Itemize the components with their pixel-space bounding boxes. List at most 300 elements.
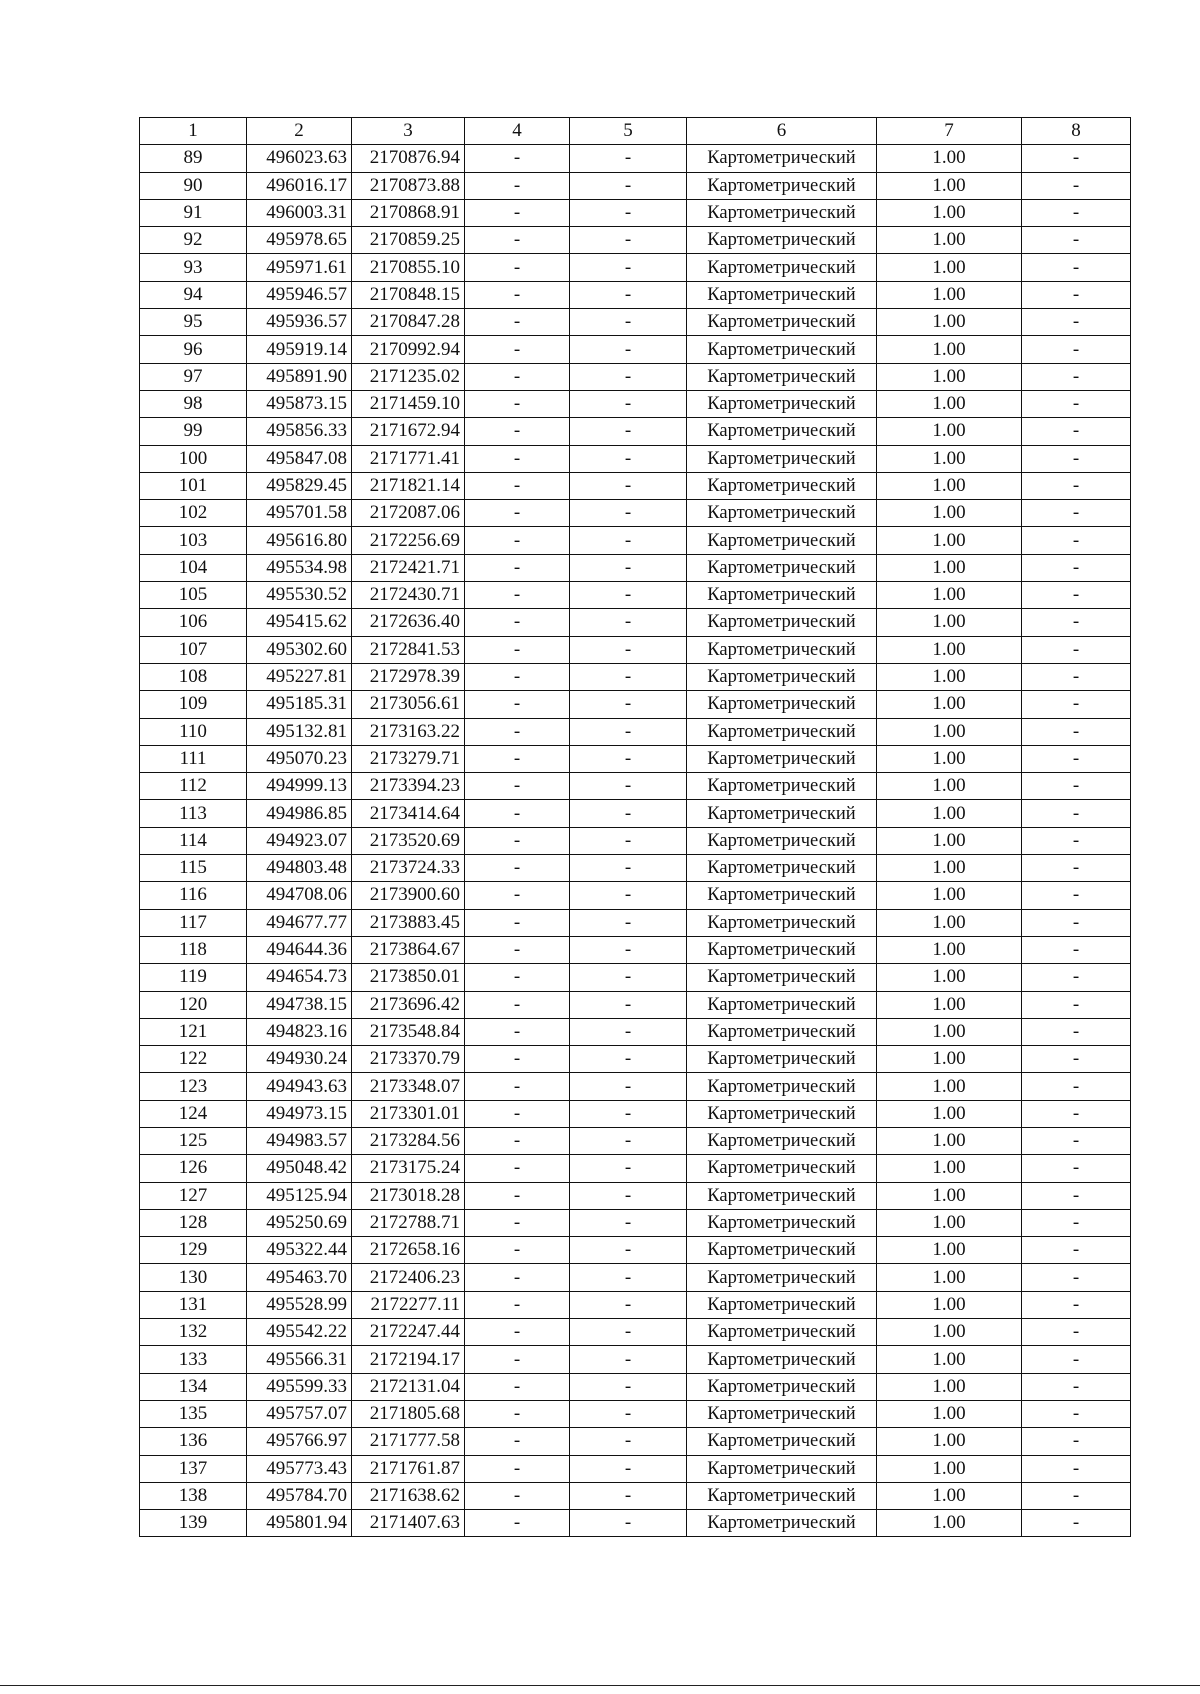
column-5-cell: - (570, 1346, 687, 1373)
table-row (140, 254, 1131, 281)
column-4-cell: - (465, 745, 570, 772)
table-row (140, 554, 1131, 581)
column-5-cell: - (570, 1237, 687, 1264)
accuracy-cell: 1.00 (877, 1018, 1022, 1045)
column-5-cell: - (570, 472, 687, 499)
column-8-cell: - (1022, 145, 1131, 172)
x-coordinate-cell: 496023.63 (247, 145, 352, 172)
x-coordinate-cell: 495125.94 (247, 1182, 352, 1209)
column-5-cell: - (570, 199, 687, 226)
column-header: 5 (570, 118, 687, 145)
table-row (140, 1264, 1131, 1291)
accuracy-cell: 1.00 (877, 1373, 1022, 1400)
method-cell: Картометрический (687, 636, 877, 663)
y-coordinate-cell: 2172658.16 (352, 1237, 465, 1264)
y-coordinate-cell: 2172841.53 (352, 636, 465, 663)
point-number-cell: 114 (140, 827, 247, 854)
column-4-cell: - (465, 609, 570, 636)
column-4-cell: - (465, 1237, 570, 1264)
point-number-cell: 92 (140, 227, 247, 254)
column-header: 1 (140, 118, 247, 145)
column-5-cell: - (570, 582, 687, 609)
x-coordinate-cell: 494930.24 (247, 1046, 352, 1073)
method-cell: Картометрический (687, 1127, 877, 1154)
y-coordinate-cell: 2171777.58 (352, 1428, 465, 1455)
accuracy-cell: 1.00 (877, 800, 1022, 827)
accuracy-cell: 1.00 (877, 745, 1022, 772)
method-cell: Картометрический (687, 718, 877, 745)
point-number-cell: 96 (140, 336, 247, 363)
y-coordinate-cell: 2173175.24 (352, 1155, 465, 1182)
column-4-cell: - (465, 254, 570, 281)
column-4-cell: - (465, 936, 570, 963)
y-coordinate-cell: 2173056.61 (352, 691, 465, 718)
x-coordinate-cell: 496016.17 (247, 172, 352, 199)
y-coordinate-cell: 2170859.25 (352, 227, 465, 254)
column-8-cell: - (1022, 1346, 1131, 1373)
method-cell: Картометрический (687, 390, 877, 417)
table-row (140, 827, 1131, 854)
point-number-cell: 109 (140, 691, 247, 718)
y-coordinate-cell: 2173520.69 (352, 827, 465, 854)
column-4-cell: - (465, 1209, 570, 1236)
column-8-cell: - (1022, 172, 1131, 199)
column-8-cell: - (1022, 582, 1131, 609)
method-cell: Картометрический (687, 1482, 877, 1509)
method-cell: Картометрический (687, 609, 877, 636)
column-5-cell: - (570, 1373, 687, 1400)
method-cell: Картометрический (687, 1018, 877, 1045)
table-row (140, 336, 1131, 363)
column-8-cell: - (1022, 227, 1131, 254)
column-5-cell: - (570, 500, 687, 527)
method-cell: Картометрический (687, 964, 877, 991)
table-row (140, 1291, 1131, 1318)
accuracy-cell: 1.00 (877, 527, 1022, 554)
x-coordinate-cell: 495757.07 (247, 1400, 352, 1427)
method-cell: Картометрический (687, 445, 877, 472)
column-5-cell: - (570, 1291, 687, 1318)
column-5-cell: - (570, 145, 687, 172)
table-row (140, 199, 1131, 226)
method-cell: Картометрический (687, 991, 877, 1018)
column-5-cell: - (570, 254, 687, 281)
column-8-cell: - (1022, 1100, 1131, 1127)
x-coordinate-cell: 495302.60 (247, 636, 352, 663)
point-number-cell: 98 (140, 390, 247, 417)
point-number-cell: 113 (140, 800, 247, 827)
x-coordinate-cell: 494677.77 (247, 909, 352, 936)
accuracy-cell: 1.00 (877, 1319, 1022, 1346)
column-8-cell: - (1022, 363, 1131, 390)
y-coordinate-cell: 2170868.91 (352, 199, 465, 226)
column-8-cell: - (1022, 663, 1131, 690)
column-8-cell: - (1022, 336, 1131, 363)
y-coordinate-cell: 2170855.10 (352, 254, 465, 281)
x-coordinate-cell: 495971.61 (247, 254, 352, 281)
table-row (140, 1510, 1131, 1537)
method-cell: Картометрический (687, 691, 877, 718)
method-cell: Картометрический (687, 663, 877, 690)
accuracy-cell: 1.00 (877, 718, 1022, 745)
table-row (140, 1428, 1131, 1455)
point-number-cell: 125 (140, 1127, 247, 1154)
column-4-cell: - (465, 363, 570, 390)
column-header: 7 (877, 118, 1022, 145)
x-coordinate-cell: 495322.44 (247, 1237, 352, 1264)
x-coordinate-cell: 494644.36 (247, 936, 352, 963)
point-number-cell: 132 (140, 1319, 247, 1346)
column-8-cell: - (1022, 909, 1131, 936)
point-number-cell: 104 (140, 554, 247, 581)
x-coordinate-cell: 494803.48 (247, 855, 352, 882)
x-coordinate-cell: 495784.70 (247, 1482, 352, 1509)
x-coordinate-cell: 495566.31 (247, 1346, 352, 1373)
point-number-cell: 122 (140, 1046, 247, 1073)
table-row (140, 1018, 1131, 1045)
table-body (140, 118, 1131, 1537)
column-5-cell: - (570, 1018, 687, 1045)
x-coordinate-cell: 495936.57 (247, 309, 352, 336)
column-4-cell: - (465, 336, 570, 363)
column-4-cell: - (465, 691, 570, 718)
column-header: 3 (352, 118, 465, 145)
method-cell: Картометрический (687, 745, 877, 772)
column-4-cell: - (465, 418, 570, 445)
point-number-cell: 123 (140, 1073, 247, 1100)
table-row (140, 582, 1131, 609)
point-number-cell: 107 (140, 636, 247, 663)
method-cell: Картометрический (687, 1182, 877, 1209)
column-5-cell: - (570, 1209, 687, 1236)
accuracy-cell: 1.00 (877, 827, 1022, 854)
accuracy-cell: 1.00 (877, 199, 1022, 226)
column-4-cell: - (465, 472, 570, 499)
method-cell: Картометрический (687, 800, 877, 827)
column-5-cell: - (570, 991, 687, 1018)
column-8-cell: - (1022, 1319, 1131, 1346)
point-number-cell: 138 (140, 1482, 247, 1509)
column-5-cell: - (570, 1400, 687, 1427)
table-row (140, 1482, 1131, 1509)
method-cell: Картометрический (687, 363, 877, 390)
method-cell: Картометрический (687, 1237, 877, 1264)
x-coordinate-cell: 495227.81 (247, 663, 352, 690)
table-row (140, 691, 1131, 718)
table-row (140, 363, 1131, 390)
column-4-cell: - (465, 554, 570, 581)
column-8-cell: - (1022, 1510, 1131, 1537)
y-coordinate-cell: 2170847.28 (352, 309, 465, 336)
x-coordinate-cell: 495599.33 (247, 1373, 352, 1400)
x-coordinate-cell: 495919.14 (247, 336, 352, 363)
method-cell: Картометрический (687, 418, 877, 445)
column-8-cell: - (1022, 527, 1131, 554)
column-8-cell: - (1022, 500, 1131, 527)
column-5-cell: - (570, 964, 687, 991)
accuracy-cell: 1.00 (877, 1346, 1022, 1373)
table-row (140, 991, 1131, 1018)
table-row (140, 1455, 1131, 1482)
column-4-cell: - (465, 1400, 570, 1427)
accuracy-cell: 1.00 (877, 1264, 1022, 1291)
x-coordinate-cell: 494973.15 (247, 1100, 352, 1127)
y-coordinate-cell: 2171672.94 (352, 418, 465, 445)
x-coordinate-cell: 495847.08 (247, 445, 352, 472)
method-cell: Картометрический (687, 1073, 877, 1100)
y-coordinate-cell: 2172087.06 (352, 500, 465, 527)
x-coordinate-cell: 495415.62 (247, 609, 352, 636)
column-8-cell: - (1022, 418, 1131, 445)
point-number-cell: 137 (140, 1455, 247, 1482)
y-coordinate-cell: 2173284.56 (352, 1127, 465, 1154)
accuracy-cell: 1.00 (877, 363, 1022, 390)
column-8-cell: - (1022, 1018, 1131, 1045)
y-coordinate-cell: 2170876.94 (352, 145, 465, 172)
x-coordinate-cell: 495132.81 (247, 718, 352, 745)
column-5-cell: - (570, 1319, 687, 1346)
table-row (140, 281, 1131, 308)
point-number-cell: 133 (140, 1346, 247, 1373)
y-coordinate-cell: 2173394.23 (352, 773, 465, 800)
x-coordinate-cell: 494708.06 (247, 882, 352, 909)
column-5-cell: - (570, 1455, 687, 1482)
y-coordinate-cell: 2171821.14 (352, 472, 465, 499)
y-coordinate-cell: 2173696.42 (352, 991, 465, 1018)
column-5-cell: - (570, 1264, 687, 1291)
x-coordinate-cell: 495946.57 (247, 281, 352, 308)
column-4-cell: - (465, 1428, 570, 1455)
accuracy-cell: 1.00 (877, 582, 1022, 609)
x-coordinate-cell: 495873.15 (247, 390, 352, 417)
point-number-cell: 99 (140, 418, 247, 445)
column-4-cell: - (465, 281, 570, 308)
table-row (140, 172, 1131, 199)
accuracy-cell: 1.00 (877, 418, 1022, 445)
point-number-cell: 89 (140, 145, 247, 172)
method-cell: Картометрический (687, 172, 877, 199)
point-number-cell: 110 (140, 718, 247, 745)
point-number-cell: 131 (140, 1291, 247, 1318)
column-header: 4 (465, 118, 570, 145)
x-coordinate-cell: 494654.73 (247, 964, 352, 991)
table-row (140, 527, 1131, 554)
accuracy-cell: 1.00 (877, 1428, 1022, 1455)
point-number-cell: 112 (140, 773, 247, 800)
column-8-cell: - (1022, 1373, 1131, 1400)
point-number-cell: 135 (140, 1400, 247, 1427)
column-5-cell: - (570, 1073, 687, 1100)
point-number-cell: 105 (140, 582, 247, 609)
accuracy-cell: 1.00 (877, 336, 1022, 363)
x-coordinate-cell: 495978.65 (247, 227, 352, 254)
method-cell: Картометрический (687, 281, 877, 308)
column-8-cell: - (1022, 1127, 1131, 1154)
y-coordinate-cell: 2172247.44 (352, 1319, 465, 1346)
y-coordinate-cell: 2172194.17 (352, 1346, 465, 1373)
column-5-cell: - (570, 745, 687, 772)
column-8-cell: - (1022, 281, 1131, 308)
y-coordinate-cell: 2170848.15 (352, 281, 465, 308)
y-coordinate-cell: 2173850.01 (352, 964, 465, 991)
point-number-cell: 100 (140, 445, 247, 472)
y-coordinate-cell: 2173414.64 (352, 800, 465, 827)
column-4-cell: - (465, 909, 570, 936)
x-coordinate-cell: 495534.98 (247, 554, 352, 581)
column-5-cell: - (570, 336, 687, 363)
table-header-row (140, 118, 1131, 145)
method-cell: Картометрический (687, 1100, 877, 1127)
y-coordinate-cell: 2173864.67 (352, 936, 465, 963)
method-cell: Картометрический (687, 855, 877, 882)
accuracy-cell: 1.00 (877, 554, 1022, 581)
column-5-cell: - (570, 554, 687, 581)
accuracy-cell: 1.00 (877, 1182, 1022, 1209)
accuracy-cell: 1.00 (877, 1455, 1022, 1482)
table-row (140, 1237, 1131, 1264)
point-number-cell: 120 (140, 991, 247, 1018)
table-row (140, 636, 1131, 663)
y-coordinate-cell: 2173900.60 (352, 882, 465, 909)
column-8-cell: - (1022, 445, 1131, 472)
point-number-cell: 116 (140, 882, 247, 909)
column-header: 8 (1022, 118, 1131, 145)
accuracy-cell: 1.00 (877, 1155, 1022, 1182)
x-coordinate-cell: 495701.58 (247, 500, 352, 527)
table-row (140, 609, 1131, 636)
column-4-cell: - (465, 1291, 570, 1318)
table-row (140, 909, 1131, 936)
point-number-cell: 119 (140, 964, 247, 991)
table-row (140, 390, 1131, 417)
method-cell: Картометрический (687, 145, 877, 172)
column-4-cell: - (465, 1155, 570, 1182)
column-4-cell: - (465, 527, 570, 554)
column-header: 6 (687, 118, 877, 145)
table-row (140, 773, 1131, 800)
point-number-cell: 134 (140, 1373, 247, 1400)
column-8-cell: - (1022, 827, 1131, 854)
point-number-cell: 91 (140, 199, 247, 226)
accuracy-cell: 1.00 (877, 472, 1022, 499)
column-5-cell: - (570, 827, 687, 854)
method-cell: Картометрический (687, 254, 877, 281)
method-cell: Картометрический (687, 773, 877, 800)
table-row (140, 1127, 1131, 1154)
x-coordinate-cell: 495530.52 (247, 582, 352, 609)
column-5-cell: - (570, 691, 687, 718)
column-8-cell: - (1022, 1291, 1131, 1318)
x-coordinate-cell: 495856.33 (247, 418, 352, 445)
table-row (140, 1100, 1131, 1127)
accuracy-cell: 1.00 (877, 936, 1022, 963)
column-5-cell: - (570, 1127, 687, 1154)
column-8-cell: - (1022, 691, 1131, 718)
point-number-cell: 93 (140, 254, 247, 281)
accuracy-cell: 1.00 (877, 500, 1022, 527)
column-4-cell: - (465, 199, 570, 226)
y-coordinate-cell: 2173301.01 (352, 1100, 465, 1127)
column-8-cell: - (1022, 472, 1131, 499)
table-row (140, 663, 1131, 690)
column-8-cell: - (1022, 800, 1131, 827)
column-4-cell: - (465, 1482, 570, 1509)
column-8-cell: - (1022, 1455, 1131, 1482)
column-4-cell: - (465, 773, 570, 800)
x-coordinate-cell: 495616.80 (247, 527, 352, 554)
column-8-cell: - (1022, 936, 1131, 963)
method-cell: Картометрический (687, 1291, 877, 1318)
column-8-cell: - (1022, 1209, 1131, 1236)
y-coordinate-cell: 2171235.02 (352, 363, 465, 390)
method-cell: Картометрический (687, 554, 877, 581)
column-5-cell: - (570, 281, 687, 308)
point-number-cell: 101 (140, 472, 247, 499)
column-8-cell: - (1022, 991, 1131, 1018)
point-number-cell: 106 (140, 609, 247, 636)
accuracy-cell: 1.00 (877, 1237, 1022, 1264)
accuracy-cell: 1.00 (877, 855, 1022, 882)
accuracy-cell: 1.00 (877, 1100, 1022, 1127)
method-cell: Картометрический (687, 1209, 877, 1236)
table-row (140, 1346, 1131, 1373)
table-row (140, 1373, 1131, 1400)
accuracy-cell: 1.00 (877, 1291, 1022, 1318)
y-coordinate-cell: 2172277.11 (352, 1291, 465, 1318)
accuracy-cell: 1.00 (877, 1127, 1022, 1154)
column-5-cell: - (570, 363, 687, 390)
y-coordinate-cell: 2172636.40 (352, 609, 465, 636)
column-5-cell: - (570, 1046, 687, 1073)
accuracy-cell: 1.00 (877, 609, 1022, 636)
column-4-cell: - (465, 1510, 570, 1537)
point-number-cell: 115 (140, 855, 247, 882)
column-8-cell: - (1022, 1046, 1131, 1073)
column-5-cell: - (570, 227, 687, 254)
column-8-cell: - (1022, 718, 1131, 745)
accuracy-cell: 1.00 (877, 145, 1022, 172)
x-coordinate-cell: 495463.70 (247, 1264, 352, 1291)
point-number-cell: 126 (140, 1155, 247, 1182)
x-coordinate-cell: 494823.16 (247, 1018, 352, 1045)
method-cell: Картометрический (687, 582, 877, 609)
column-8-cell: - (1022, 1237, 1131, 1264)
x-coordinate-cell: 495801.94 (247, 1510, 352, 1537)
column-4-cell: - (465, 663, 570, 690)
accuracy-cell: 1.00 (877, 227, 1022, 254)
x-coordinate-cell: 495070.23 (247, 745, 352, 772)
point-number-cell: 121 (140, 1018, 247, 1045)
y-coordinate-cell: 2173724.33 (352, 855, 465, 882)
column-8-cell: - (1022, 554, 1131, 581)
point-number-cell: 111 (140, 745, 247, 772)
method-cell: Картометрический (687, 827, 877, 854)
column-4-cell: - (465, 1182, 570, 1209)
point-number-cell: 103 (140, 527, 247, 554)
accuracy-cell: 1.00 (877, 663, 1022, 690)
accuracy-cell: 1.00 (877, 964, 1022, 991)
column-5-cell: - (570, 773, 687, 800)
table-row (140, 1209, 1131, 1236)
column-8-cell: - (1022, 609, 1131, 636)
point-number-cell: 129 (140, 1237, 247, 1264)
column-8-cell: - (1022, 882, 1131, 909)
method-cell: Картометрический (687, 527, 877, 554)
column-8-cell: - (1022, 1482, 1131, 1509)
column-4-cell: - (465, 445, 570, 472)
y-coordinate-cell: 2171638.62 (352, 1482, 465, 1509)
table-row (140, 964, 1131, 991)
